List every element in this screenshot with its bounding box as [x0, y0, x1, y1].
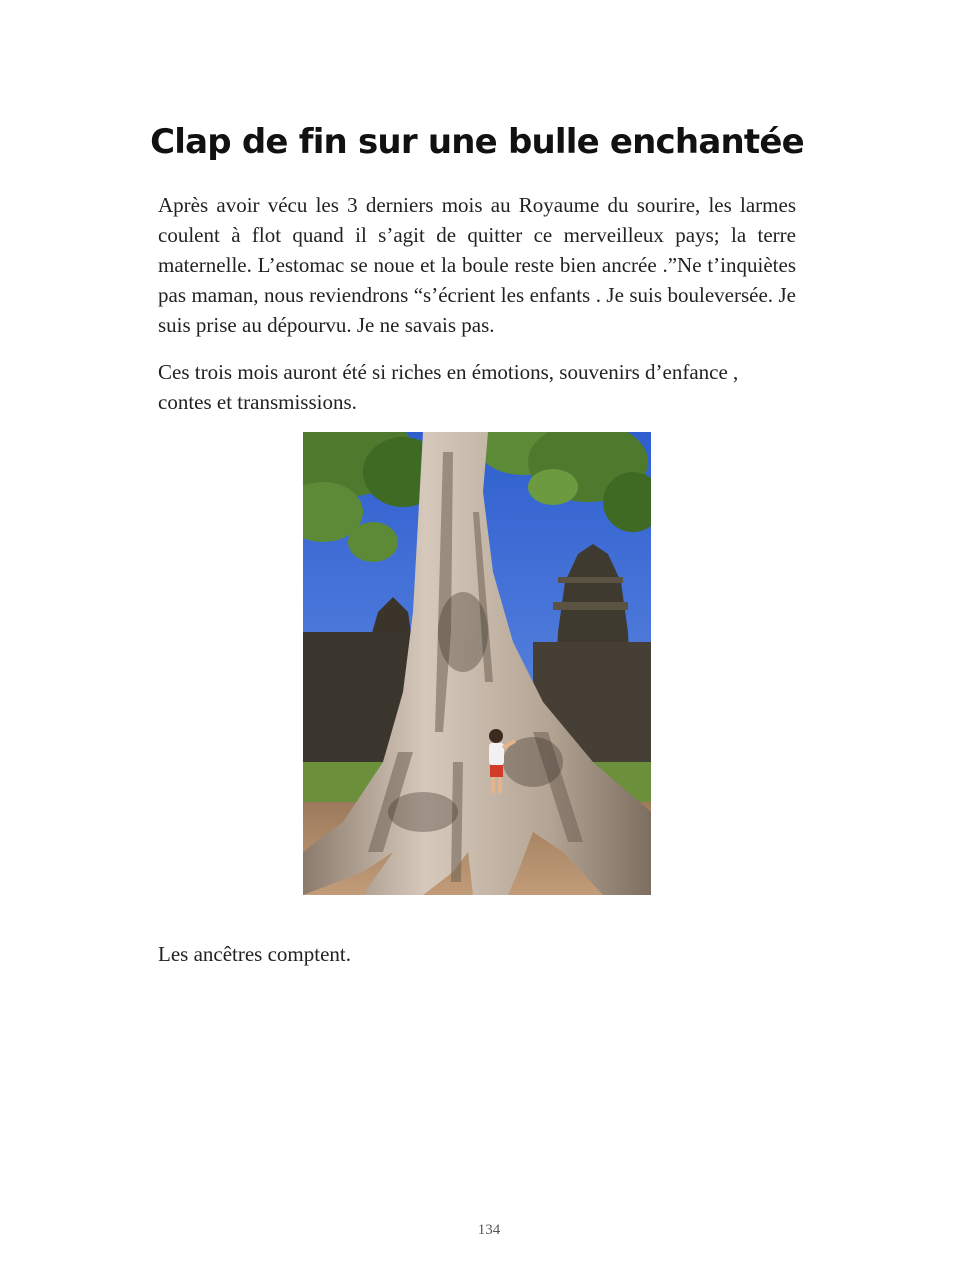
paragraph-1: Après avoir vécu les 3 derniers mois au Royaume du sourire, les larmes coulent à flot quand il s’agit de quitter ce merveilleux pays; la terre maternelle. L’estomac se noue et la boule reste bien ancrée .”Ne t’inquiètes pas maman, nous reviendrons “s’écrient les enfants . Je suis bouleversée. Je suis prise au dépourvu. Je ne savais pas. [158, 193, 796, 337]
paragraph-3: Les ancêtres comptent. [158, 942, 351, 966]
page-number: 134 [477, 1222, 501, 1238]
page-title: Clap de fin sur une bulle enchantée [150, 122, 804, 162]
paragraph-2: Ces trois mois auront été si riches en émotions, souvenirs d’enfance , contes et transmissions. [158, 360, 739, 414]
photo-tree-temple [303, 432, 651, 895]
